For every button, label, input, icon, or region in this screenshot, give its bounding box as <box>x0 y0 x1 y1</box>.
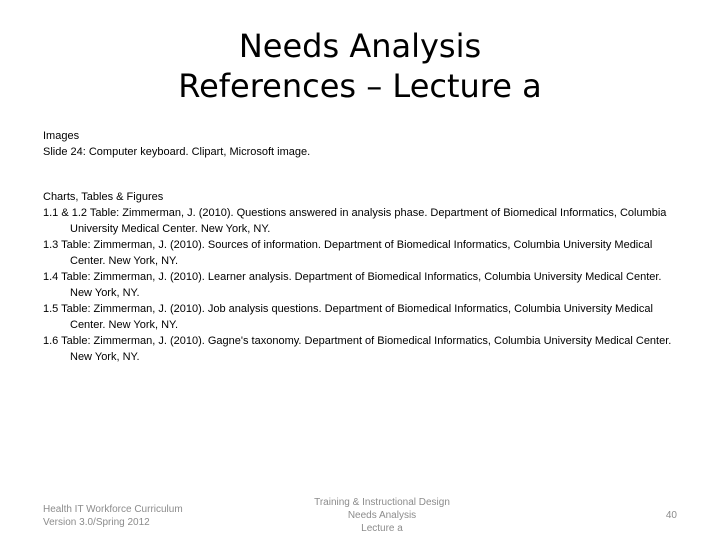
slide-title-line-2: References – Lecture a <box>178 67 542 105</box>
footer-curriculum-line-2: Version 3.0/Spring 2012 <box>43 517 150 528</box>
footer-course-line-1: Training & Instructional Design <box>314 497 450 508</box>
footer-course-line-2: Needs Analysis <box>347 510 417 521</box>
slide-title-line-1: Needs Analysis <box>238 27 482 65</box>
chart-reference: 1.1 & 1.2 Table: Zimmerman, J. (2010). Questions answered in analysis phase. Department of Biomedical Informatics, Columbia University Medical Center. New York, NY. <box>43 207 667 235</box>
page-number: 40 <box>665 510 677 521</box>
chart-reference: 1.4 Table: Zimmerman, J. (2010). Learner analysis. Department of Biomedical Informatics, Columbia University Medical Center. New York, NY. <box>43 271 662 299</box>
image-reference: Slide 24: Computer keyboard. Clipart, Microsoft image. <box>43 146 311 158</box>
references-body <box>43 128 683 365</box>
footer-curriculum <box>43 503 183 529</box>
section-spacer <box>43 160 683 189</box>
chart-reference: 1.5 Table: Zimmerman, J. (2010). Job analysis questions. Department of Biomedical Informatics, Columbia University Medical Center. New York, NY. <box>43 303 653 331</box>
footer-course-line-3: Lecture a <box>361 523 403 534</box>
slide-title <box>0 26 720 106</box>
chart-reference: 1.6 Table: Zimmerman, J. (2010). Gagne's taxonomy. Department of Biomedical Informatics, Columbia University Medical Center. New York, NY. <box>43 335 672 363</box>
chart-reference: 1.3 Table: Zimmerman, J. (2010). Sources of information. Department of Biomedical Informatics, Columbia University Medical Center. New York, NY. <box>43 239 653 267</box>
images-heading: Images <box>43 130 80 142</box>
charts-heading: Charts, Tables & Figures <box>43 191 164 203</box>
footer-course-info <box>282 496 482 535</box>
footer-curriculum-line-1: Health IT Workforce Curriculum <box>43 504 183 515</box>
